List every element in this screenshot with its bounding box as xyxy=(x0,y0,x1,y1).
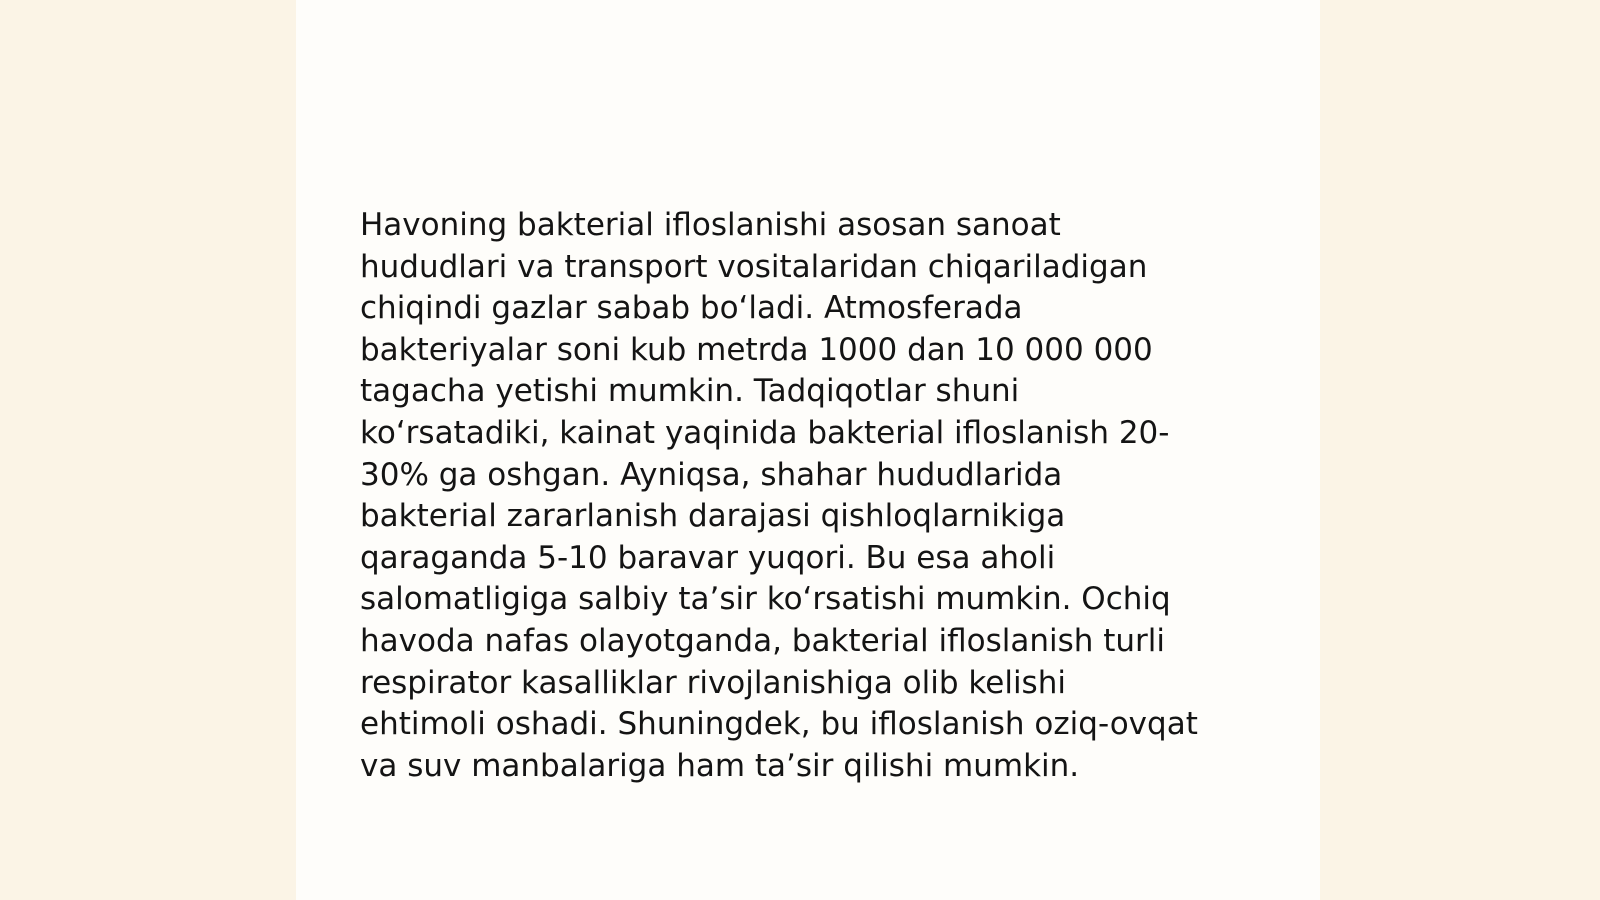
paragraph-line: tagacha yetishi mumkin. Tadqiqotlar shuni xyxy=(360,373,1020,410)
paragraph-line: hududlari va transport vositalaridan chiqariladigan xyxy=(360,248,1148,285)
paragraph-line: salomatligiga salbiy ta’sir ko‘rsatishi mumkin. Ochiq xyxy=(360,581,1171,618)
paragraph-line: bakteriyalar soni kub metrda 1000 dan 10 000 000 xyxy=(360,331,1153,368)
body-paragraph xyxy=(360,205,1260,787)
paragraph-line: ko‘rsatadiki, kainat yaqinida bakterial ifloslanish 20- xyxy=(360,414,1170,451)
slide xyxy=(296,0,1320,900)
paragraph-line: respirator kasalliklar rivojlanishiga olib kelishi xyxy=(360,664,1066,701)
paragraph-line: qaraganda 5-10 baravar yuqori. Bu esa aholi xyxy=(360,539,1056,576)
paragraph-line: havoda nafas olayotganda, bakterial ifloslanish turli xyxy=(360,622,1166,659)
paragraph-line: va suv manbalariga ham ta’sir qilishi mumkin. xyxy=(360,747,1080,784)
paragraph-line: bakterial zararlanish darajasi qishloqlarnikiga xyxy=(360,498,1066,535)
paragraph-line: ehtimoli oshadi. Shuningdek, bu ifloslanish oziq-ovqat xyxy=(360,706,1198,743)
paragraph-line: chiqindi gazlar sabab bo‘ladi. Atmosferada xyxy=(360,290,1023,327)
paragraph-line: Havoning bakterial ifloslanishi asosan sanoat xyxy=(360,207,1061,243)
paragraph-line: 30% ga oshgan. Ayniqsa, shahar hududlarida xyxy=(360,456,1063,493)
